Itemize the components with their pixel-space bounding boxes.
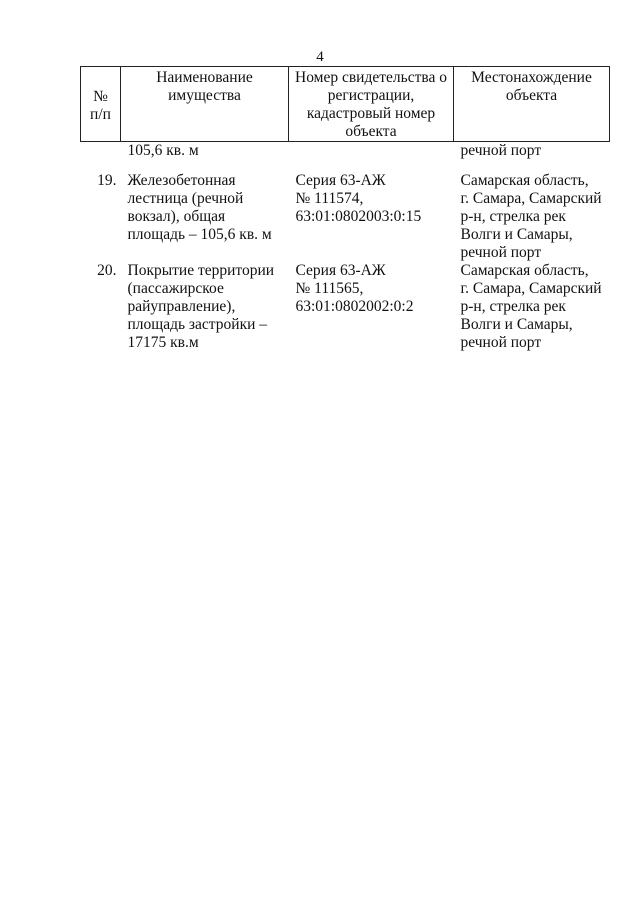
- cell-line: г. Самара, Самарский: [460, 190, 602, 207]
- table-row: [81, 262, 610, 352]
- header-registration-line: регистрации,: [327, 87, 415, 104]
- cell-name: [121, 142, 289, 173]
- header-number: [81, 67, 121, 142]
- cell-line: 63:01:0802003:0:15: [295, 208, 422, 225]
- cell-number: 19.: [97, 172, 117, 189]
- cell-line: 17175 кв.м: [127, 334, 199, 351]
- cell-line: Серия 63-АЖ: [295, 172, 386, 189]
- cell-line: г. Самара, Самарский: [460, 280, 602, 297]
- cell-line: р-н, стрелка рек: [460, 208, 566, 225]
- header-number-line: п/п: [90, 106, 111, 123]
- cell-registration: [289, 172, 454, 262]
- cell-line: Железобетонная: [127, 172, 236, 189]
- cell-line: речной порт: [460, 142, 542, 159]
- header-registration-line: объекта: [345, 123, 397, 140]
- header-location: [454, 67, 610, 142]
- header-registration-line: Номер свидетельства о: [295, 69, 447, 86]
- cell-name: [121, 262, 289, 352]
- header-number-line: №: [93, 88, 108, 105]
- header-name: [121, 67, 289, 142]
- header-location-line: объекта: [505, 87, 558, 104]
- cell-line: площадь застройки –: [127, 316, 268, 333]
- header-name-line: Наименование: [156, 69, 253, 86]
- cell-line: Самарская область,: [460, 262, 589, 279]
- cell-line: площадь – 105,6 кв. м: [127, 226, 272, 243]
- cell-line: № 111565,: [295, 280, 364, 297]
- cell-line: Самарская область,: [460, 172, 589, 189]
- cell-line: Серия 63-АЖ: [295, 262, 386, 279]
- cell-line: 63:01:0802002:0:2: [295, 298, 414, 315]
- header-location-line: Местонахождение: [471, 69, 592, 86]
- cell-location: [454, 172, 610, 262]
- page-number: 4: [316, 49, 324, 65]
- cell-name: [121, 172, 289, 262]
- table-row: [81, 172, 610, 262]
- cell-number: 20.: [97, 262, 117, 279]
- cell-line: Волги и Самары,: [460, 316, 573, 333]
- property-table: [80, 66, 610, 352]
- table-header: [81, 67, 610, 142]
- cell-line: 105,6 кв. м: [127, 142, 199, 159]
- table-row-continued: [81, 142, 610, 173]
- cell-line: речной порт: [460, 244, 542, 261]
- cell-line: Волги и Самары,: [460, 226, 573, 243]
- cell-location: [454, 142, 610, 173]
- cell-line: № 111574,: [295, 190, 364, 207]
- cell-line: Покрытие территории: [127, 262, 275, 279]
- cell-line: (пассажирское: [127, 280, 224, 297]
- header-registration-line: кадастровый номер: [306, 105, 436, 122]
- header-registration: [289, 67, 454, 142]
- cell-line: райуправление),: [127, 298, 236, 315]
- cell-number: [81, 142, 121, 173]
- cell-line: речной порт: [460, 334, 542, 351]
- cell-line: вокзал), общая: [127, 208, 226, 225]
- cell-location: [454, 262, 610, 352]
- header-name-line: имущества: [168, 87, 241, 104]
- cell-registration: [289, 262, 454, 352]
- cell-line: р-н, стрелка рек: [460, 298, 566, 315]
- cell-registration: [289, 142, 454, 173]
- cell-line: лестница (речной: [127, 190, 244, 207]
